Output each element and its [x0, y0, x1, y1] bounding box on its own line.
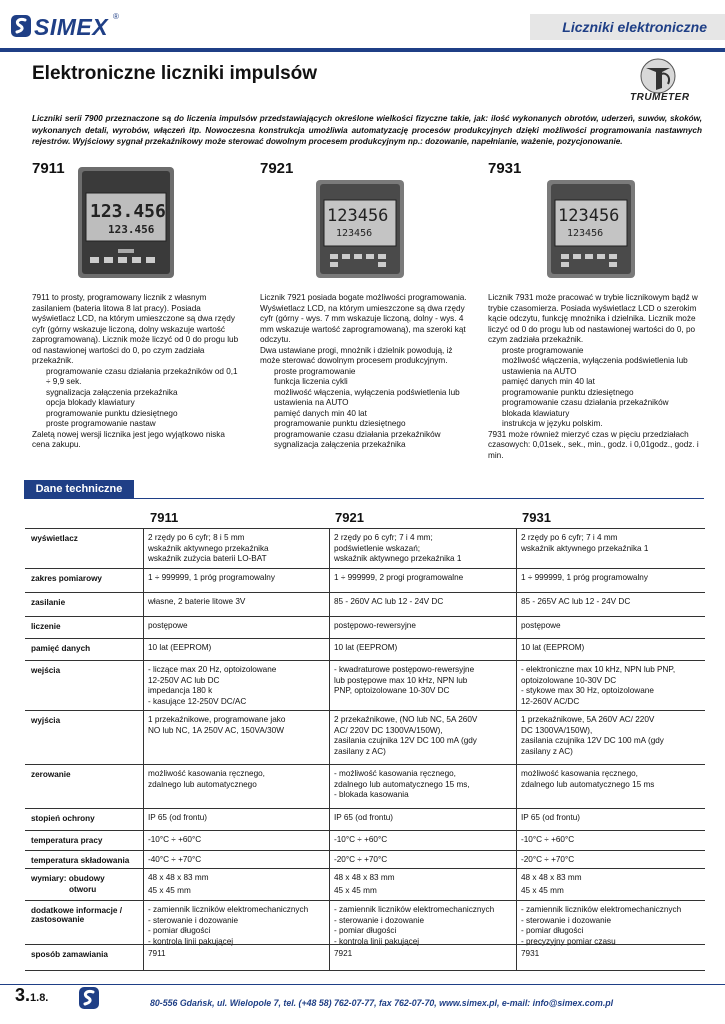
row-label: zakres pomiarowy — [31, 574, 102, 583]
table-row — [25, 592, 705, 607]
trumeter-logo — [628, 56, 708, 108]
description-paragraph: Licznik 7921 posiada bogate możliwości programowania. Wyświetlacz LCD, na którym umieszczone są dwa rzędy cyfr (górny - wys. 7 mm wskazuje liczoną, dolny - wys. 4 mm wskazuje wartość zaprogramowaną), ma szeroki kąt odczytu. — [260, 293, 467, 344]
table-cell: możliwość kasowania ręcznego, zdalnego lub automatycznego — [148, 769, 265, 789]
table-cell: możliwość kasowania ręcznego, zdalnego lub automatycznego 15 ms — [521, 769, 655, 789]
row-label: wejścia — [31, 666, 61, 675]
feature-item: programowanie czasu działania przekaźników od 0,1 ÷ 9,9 sek. — [46, 366, 238, 386]
feature-item: programowanie czasu działania przekaźników — [502, 398, 669, 407]
feature-item: instrukcja w języku polskim. — [502, 419, 603, 428]
row-label: pamięć danych — [31, 644, 91, 653]
row-label: sposób zamawiania — [31, 950, 108, 959]
feature-item: blokada klawiatury — [502, 408, 570, 418]
table-cell: IP 65 (od frontu) — [148, 813, 208, 822]
table-cell: 48 x 48 x 83 mm — [521, 873, 582, 882]
simex-footer-logo-icon — [78, 986, 100, 1010]
feature-item: proste programowanie — [502, 345, 584, 355]
table-cell: postępowe — [148, 621, 188, 630]
page-number — [15, 985, 48, 1006]
description-paragraph: 7931 może również mierzyć czas w pięciu przedziałach czasowych: 0,01sek., sek., min., godz. i 0,01godz., godz. i min. — [488, 429, 699, 460]
table-cell: własne, 2 baterie litowe 3V — [148, 597, 246, 606]
row-label: wymiary: obudowy — [31, 874, 105, 883]
table-cell: 2 przekaźnikowe, (NO lub NC, 5A 260V AC/ 220V DC 1300VA/150W), zasilania czujnika 12V DC 100 mA (gdy zasilany z AC) — [334, 715, 478, 756]
table-cell: 45 x 45 mm — [148, 886, 191, 895]
feature-item: programowanie punktu dziesiętnego — [46, 408, 178, 418]
model-title-7931: 7931 — [488, 160, 522, 177]
section-title: Liczniki elektroniczne — [530, 14, 725, 40]
table-cell: 1 przekaźnikowe, 5A 260V AC/ 220V DC 1300VA/150W), zasilania czujnika 12V DC 100 mA (gdy zasilany z AC) — [521, 715, 664, 756]
table-cell: 7911 — [148, 949, 166, 958]
feature-item: możliwość włączenia, wyłączenia podświetlenia lub ustawienia na AUTO — [502, 356, 688, 376]
table-row — [25, 830, 705, 845]
table-cell: 1 ÷ 999999, 1 próg programowalny — [521, 573, 648, 582]
footer-contact: 80-556 Gdańsk, ul. Wielopole 7, tel. (+48 58) 762-07-77, fax 762-07-70, www.simex.pl, e-mail: info@simex.com.pl — [150, 998, 614, 1008]
table-row — [25, 660, 705, 706]
table-cell: - zamiennik liczników elektromechanicznych - sterowanie i dozowanie - pomiar długości - kontrola linii pakującej — [148, 905, 309, 946]
table-cell: - kwadraturowe postępowo-rewersyjne lub postępowe max 10 kHz, NPN lub PNP, optoizolowane 10-30V DC — [334, 665, 475, 695]
row-label: zasilanie — [31, 598, 66, 607]
column-header-7931: 7931 — [522, 510, 551, 525]
table-cell: IP 65 (od frontu) — [334, 813, 394, 822]
column-header-7921: 7921 — [335, 510, 364, 525]
table-row — [25, 568, 705, 583]
row-label: liczenie — [31, 622, 61, 631]
table-row — [25, 638, 705, 653]
table-cell: - elektroniczne max 10 kHz, NPN lub PNP, optoizolowane 10-30V DC - stykowe max 30 Hz, optoizolowane 12-260V AC/DC — [521, 665, 676, 706]
table-cell: - możliwość kasowania ręcznego, zdalnego lub automatycznego 15 ms, - blokada kasowania — [334, 769, 470, 799]
row-label: wyświetlacz — [31, 534, 78, 543]
tech-data-tab: Dane techniczne — [24, 480, 134, 499]
description-paragraph: Licznik 7931 może pracować w trybie licznikowym bądź w trybie czasomierza. Posiada wyświetlacz LCD o szerokim kącie odczytu, funkcję mnożnika i dzielnika. Licznik może liczyć od 0 do progu lub od nastawionej wartości do 0, po czym zadziała przekaźnik. — [488, 293, 698, 344]
table-cell: 48 x 48 x 83 mm — [334, 873, 395, 882]
table-row — [25, 616, 705, 631]
column-divider — [516, 528, 517, 970]
header-rule — [0, 48, 725, 52]
table-row — [25, 944, 705, 959]
table-cell: -20°C ÷ +70°C — [521, 855, 575, 864]
table-row — [25, 764, 705, 799]
simex-logo-icon — [10, 14, 32, 38]
feature-item: proste programowanie nastaw — [46, 419, 156, 428]
lcd-top-value: 123456 — [558, 206, 620, 226]
lcd-top-value: 123.456 — [90, 201, 166, 222]
table-cell: 10 lat (EEPROM) — [334, 643, 398, 652]
row-label: wyjścia — [31, 716, 61, 725]
table-cell: 85 - 265V AC lub 12 - 24V DC — [521, 597, 631, 606]
table-cell: 7921 — [334, 949, 353, 958]
table-row — [25, 710, 705, 756]
column-divider — [329, 528, 330, 970]
table-row — [25, 850, 705, 865]
feature-item: opcja blokady klawiatury — [46, 398, 135, 407]
feature-item: pamięć danych min 40 lat — [274, 408, 367, 418]
feature-item: funkcja liczenia cykli — [274, 377, 348, 386]
device-image-7931 — [545, 178, 637, 285]
device-image-7911 — [76, 165, 176, 285]
model-title-7921: 7921 — [260, 160, 294, 177]
table-cell: 2 rzędy po 6 cyfr; 7 i 4 mm; podświetlenie wskazań; wskaźnik aktywnego przekaźnika 1 — [334, 533, 462, 563]
table-cell: 2 rzędy po 6 cyfr; 7 i 4 mm wskaźnik aktywnego przekaźnika 1 — [521, 533, 649, 553]
table-cell: 45 x 45 mm — [334, 886, 377, 895]
description-7921 — [260, 293, 470, 451]
table-cell: - zamiennik liczników elektromechanicznych - sterowanie i dozowanie - pomiar długości - kontrola linii pakującej — [334, 905, 495, 946]
row-label: zerowanie — [31, 770, 71, 779]
table-cell: 1 ÷ 999999, 2 progi programowalne — [334, 573, 464, 582]
table-cell: 85 - 260V AC lub 12 - 24V DC — [334, 597, 444, 606]
table-cell: - liczące max 20 Hz, optoizolowane 12-250V AC lub DC impedancja 180 k - kasujące 12-250V DC/AC — [148, 665, 277, 706]
table-cell: -10°C ÷ +60°C — [521, 835, 575, 844]
table-cell: 1 przekaźnikowe, programowane jako NO lub NC, 1A 250V AC, 150VA/30W — [148, 715, 286, 735]
lcd-top-value: 123456 — [327, 206, 389, 226]
table-cell: -10°C ÷ +60°C — [148, 835, 202, 844]
table-cell: -10°C ÷ +60°C — [334, 835, 388, 844]
feature-item: programowanie punktu dziesiętnego — [274, 419, 406, 428]
table-bottom-rule — [25, 970, 705, 971]
table-cell: 10 lat (EEPROM) — [521, 643, 585, 652]
description-7911 — [32, 293, 240, 451]
table-cell: 10 lat (EEPROM) — [148, 643, 212, 652]
row-label: stopień ochrony — [31, 814, 95, 823]
table-row — [25, 528, 705, 563]
feature-item: proste programowanie — [274, 366, 356, 376]
row-sublabel: otworu — [69, 885, 97, 894]
table-cell: postępowo-rewersyjne — [334, 621, 416, 630]
column-header-7911: 7911 — [150, 510, 179, 525]
model-title-7911: 7911 — [32, 160, 65, 177]
table-cell: - zamiennik liczników elektromechanicznych - sterowanie i dozowanie - pomiar długości - precyzyjny pomiar czasu — [521, 905, 682, 946]
table-cell: 45 x 45 mm — [521, 886, 564, 895]
intro-paragraph: Liczniki serii 7900 przeznaczone są do liczenia impulsów przedstawiających określone wielkości fizyczne takie, jak: ilość wykonanych obrotów, uderzeń, suwów, skoków, wykonanych detali, wyrobów, włączeń itp. Nowoczesna konstrukcja umożliwia automatyzację procesów produkcyjnych dzięki możliwości programowania nastawnych rejestrów. Wyjściowy sygnał przekaźnikowy może sterować dowolnym procesem produkcyjnym np.: dozowanie, napełnianie, ważenie, pozycjonowanie. — [32, 114, 702, 146]
table-cell: 1 ÷ 999999, 1 próg programowalny — [148, 573, 275, 582]
table-cell: IP 65 (od frontu) — [521, 813, 581, 822]
feature-item: sygnalizacja załączenia przekaźnika — [46, 387, 178, 397]
page-number-minor: 1.8. — [30, 992, 49, 1004]
trumeter-wordmark: TRUMETER — [630, 92, 690, 103]
brand-name: SIMEX — [34, 14, 109, 40]
row-label: temperatura pracy — [31, 836, 103, 845]
description-paragraph: 7911 to prosty, programowany licznik z własnym zasilaniem (bateria litowa 8 lat pracy). Posiada wyświetlacz LCD, na którym umieszczone są dwa rzędy cyfr (górny wskazuje liczoną, dolny wskazuje wartość zaprogramowaną). Licznik może liczyć od 0 do progu lub od nastawionej wartości do 0, po czym zadziała przekaźnik. — [32, 293, 239, 365]
table-row — [25, 868, 705, 895]
page-title: Elektroniczne liczniki impulsów — [32, 63, 318, 84]
feature-item: programowanie czasu działania przekaźników — [274, 429, 441, 439]
table-cell: postępowe — [521, 621, 561, 630]
table-row — [25, 900, 705, 946]
table-cell: 7931 — [521, 949, 540, 958]
description-7931 — [488, 293, 702, 461]
table-cell: 2 rzędy po 6 cyfr; 8 i 5 mm wskaźnik aktywnego przekaźnika wskaźnik zużycia baterii LO-BAT — [148, 533, 269, 563]
device-image-7921 — [314, 178, 406, 285]
footer-rule — [0, 984, 725, 985]
feature-item: programowanie punktu dziesiętnego — [502, 387, 634, 397]
tech-data-rule — [24, 498, 704, 499]
column-divider — [143, 528, 144, 970]
description-paragraph: Dwa ustawiane progi, mnożnik i dzielnik powodują, iż może sterować dowolnym procesem produkcyjnym. — [260, 345, 453, 365]
table-cell: -20°C ÷ +70°C — [334, 855, 388, 864]
lcd-bottom-value: 123456 — [567, 228, 604, 239]
table-row — [25, 808, 705, 823]
table-cell: -40°C ÷ +70°C — [148, 855, 202, 864]
lcd-bottom-value: 123.456 — [108, 223, 155, 236]
row-label: temperatura składowania — [31, 856, 130, 865]
lcd-bottom-value: 123456 — [336, 228, 373, 239]
registered-mark: ® — [113, 12, 119, 21]
table-cell: 48 x 48 x 83 mm — [148, 873, 209, 882]
feature-item: możliwość włączenia, wyłączenia podświetlenia lub ustawienia na AUTO — [274, 387, 460, 407]
page-number-major: 3. — [15, 985, 31, 1005]
row-label: dodatkowe informacje / zastosowanie — [31, 906, 122, 924]
description-paragraph: Zaletą nowej wersji licznika jest jego wyjątkowo niska cena zakupu. — [32, 429, 225, 449]
feature-item: sygnalizacja załączenia przekaźnika — [274, 440, 406, 449]
feature-item: pamięć danych min 40 lat — [502, 377, 595, 386]
